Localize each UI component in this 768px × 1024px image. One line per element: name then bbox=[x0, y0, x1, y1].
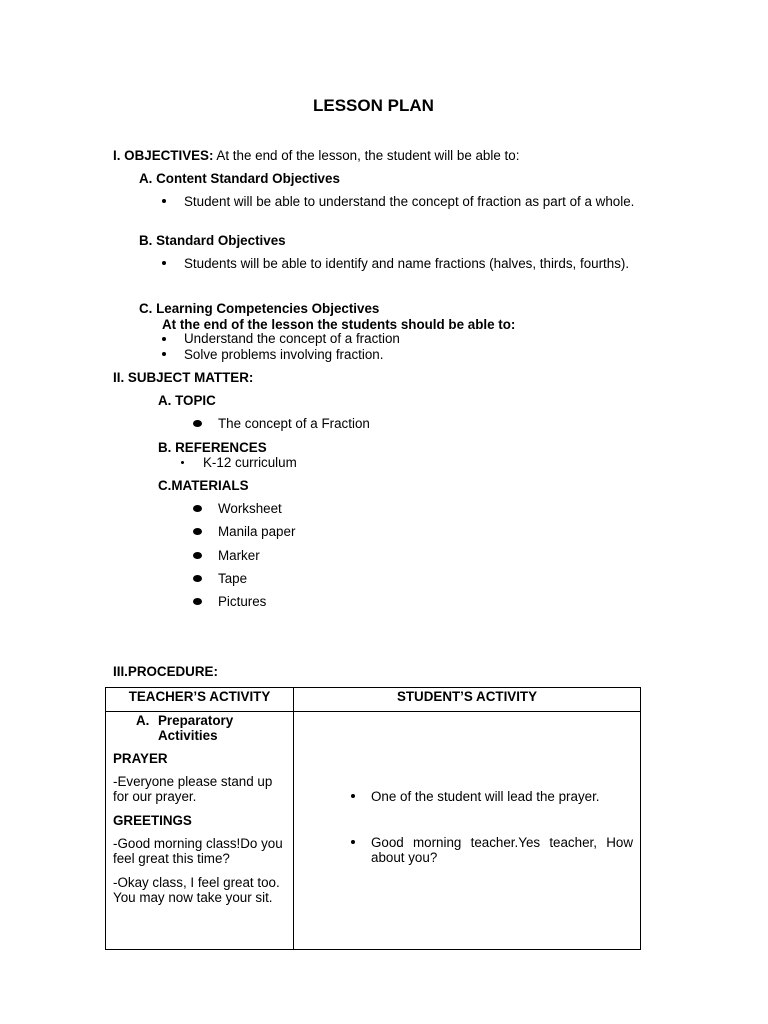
content-standard-item: Student will be able to understand the concept of fraction as part of a whole. bbox=[184, 194, 635, 209]
material-item: Pictures bbox=[218, 594, 267, 609]
material-item: Manila paper bbox=[218, 524, 296, 539]
bullet-icon bbox=[351, 794, 355, 798]
greetings-text: -Good morning class!Do you feel great this time? bbox=[113, 836, 283, 866]
topic-heading: A. TOPIC bbox=[158, 393, 216, 408]
okay-text: -Okay class, I feel great too. You may now take your sit. bbox=[113, 875, 280, 905]
student-greeting-response: Good morning teacher.Yes teacher, How about you? bbox=[371, 835, 633, 865]
bullet-icon bbox=[193, 598, 202, 605]
objectives-intro: At the end of the lesson, the student will be able to: bbox=[213, 148, 520, 163]
objectives-heading: I. OBJECTIVES: bbox=[113, 148, 214, 163]
competencies-subheading: At the end of the lesson the students should be able to: bbox=[162, 317, 516, 332]
procedure-heading: III.PROCEDURE: bbox=[113, 664, 218, 679]
competency-item: Understand the concept of a fraction bbox=[184, 331, 400, 346]
objectives-line bbox=[113, 148, 519, 163]
student-prayer-response: One of the student will lead the prayer. bbox=[371, 789, 600, 804]
bullet-icon bbox=[351, 840, 355, 844]
page-title: LESSON PLAN bbox=[313, 96, 434, 115]
materials-heading: C.MATERIALS bbox=[158, 478, 249, 493]
references-heading: B. REFERENCES bbox=[158, 440, 267, 455]
prayer-heading: PRAYER bbox=[113, 751, 168, 766]
material-item: Worksheet bbox=[218, 501, 282, 516]
student-activity-header: STUDENT’S ACTIVITY bbox=[396, 689, 538, 704]
bullet-icon bbox=[193, 420, 202, 427]
bullet-icon bbox=[162, 337, 166, 341]
bullet-icon bbox=[193, 575, 202, 582]
prep-label: A. bbox=[136, 713, 150, 728]
competencies-heading: C. Learning Competencies Objectives bbox=[139, 301, 380, 316]
prep-title: Preparatory Activities bbox=[158, 713, 234, 743]
competency-item: Solve problems involving fraction. bbox=[184, 347, 384, 362]
bullet-icon bbox=[162, 199, 166, 203]
bullet-icon bbox=[193, 528, 202, 535]
standard-objectives-heading: B. Standard Objectives bbox=[139, 233, 286, 248]
content-standard-heading: A. Content Standard Objectives bbox=[139, 171, 340, 186]
material-item: Tape bbox=[218, 571, 248, 586]
procedure-table bbox=[105, 687, 641, 950]
prayer-text: -Everyone please stand up for our prayer. bbox=[113, 774, 273, 804]
material-item: Marker bbox=[218, 548, 260, 563]
teacher-activity-header: TEACHER’S ACTIVITY bbox=[128, 689, 271, 704]
table-column-divider bbox=[293, 688, 294, 949]
table-header-divider bbox=[106, 711, 640, 712]
greetings-heading: GREETINGS bbox=[113, 813, 192, 828]
bullet-icon bbox=[162, 352, 166, 356]
topic-item: The concept of a Fraction bbox=[218, 416, 370, 431]
standard-objectives-item: Students will be able to identify and name fractions (halves, thirds, fourths). bbox=[184, 256, 630, 271]
reference-item: K-12 curriculum bbox=[203, 455, 297, 470]
subject-matter-heading: II. SUBJECT MATTER: bbox=[113, 370, 254, 385]
bullet-icon bbox=[193, 505, 202, 512]
bullet-icon bbox=[181, 461, 184, 464]
bullet-icon bbox=[193, 552, 202, 559]
bullet-icon bbox=[162, 261, 166, 265]
